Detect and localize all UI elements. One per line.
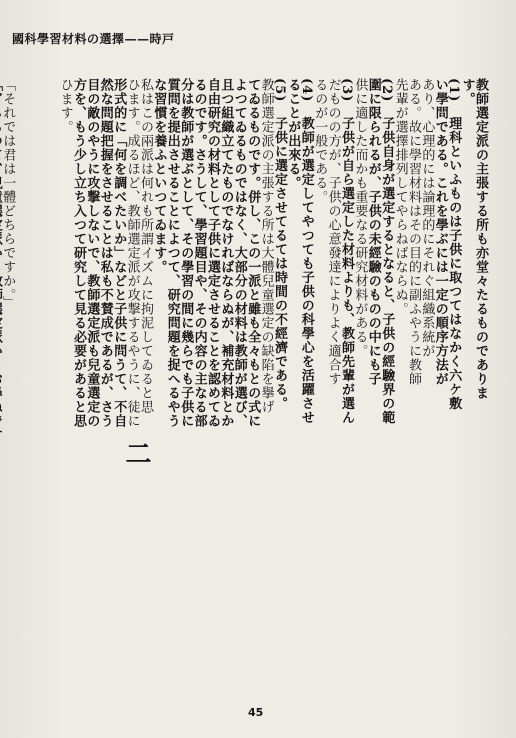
text-column: よつてゐるものではなく、大部分の材料は教師が選び、 (231, 78, 247, 428)
text-column: 分は教師が選ぶとして、その學習の間に幾らでも子供に (178, 78, 194, 428)
text-column: 私はこの兩派は何れも所謂イズムに拘泥してゐると思 (138, 78, 153, 414)
text-column: 目の敵のやうに攻撃しないで、教師選定派も兒童選定の (84, 78, 100, 428)
text-column: ることが出來る。 (285, 78, 301, 190)
text-column: 供に適した而かも重要なる研究材料がある。 (352, 78, 368, 358)
text-column: 自由研究の材料として子供に選定させることを認めてゐ (205, 78, 220, 428)
page-number: 45 (248, 706, 264, 719)
text-column: あり、心理的には論理的にそれぐ組織系統が (419, 78, 435, 358)
section-numeral: 二 (121, 440, 151, 466)
text-column: だものの方が、子供の心意發達によりよく適合す (325, 78, 341, 386)
text-column: 方を、もう少し立ち入つて研究して見る必要があると思 (71, 78, 86, 428)
text-column: 「それでは君は一體どちらですか。」 (0, 78, 16, 310)
text-column (0, 78, 4, 710)
text-column: (4) 教師が選定してやつても子供の科學心を活躍させ (298, 78, 314, 425)
text-column: ひます。成るほど、教師選定派が攻撃するやうに、徒に (124, 78, 140, 428)
text-column: るのです。さうして、學習題目や、その内容の主なる部 (191, 78, 207, 428)
text-column: い學問である。これを學ぶには一定の順序方法が (432, 78, 448, 386)
running-header: 國科學習材料の選擇——時戸 (12, 32, 175, 46)
text-column: (1) 理科といふものは子供に取つてはなかく六ケ敷 (446, 78, 462, 411)
text-column: 形式的に「何を調べたいか」などと子供に問うて、不自 (111, 78, 127, 428)
text-column: ひます。 (57, 78, 73, 134)
text-column: (2) 子供自身が選定するとなると、子供の經驗界の範 (379, 78, 395, 425)
text-column: てゐるものです。併し、この一派と雖も全々もとの式に (245, 78, 261, 428)
text-column: な習慣を養ふといつてゐます。 (151, 78, 167, 274)
text-column: 先輩が選擇排列してやらねばならぬ。 (392, 78, 408, 316)
text-column: (5) 子供に選定させてるては時間の不經濟である。 (272, 78, 287, 411)
text-column: ある。故に學習材料はその目的に副ふやうに教師 (406, 78, 421, 386)
text-column: 教師選定派の主張する所も亦堂々たるものでありま (473, 78, 488, 400)
text-column: 圍に限られるが、子供の未經驗のものの中にも子 (365, 78, 381, 386)
text-column: (3) 子供が自ら選定した材料よりも、教師先輩が選ん (339, 78, 354, 425)
text-column: 質問を提出させることによつて、研究問題を捉へるやう (164, 78, 180, 428)
text-column: 且つ組織立てたものでなければならぬが、補充材料とか (218, 78, 234, 428)
text-column: す。 (459, 78, 475, 106)
text-column: 教師選定派の主張する所は大體兒童選定の缺陷を擧げ (258, 78, 274, 414)
text-column: 然な問題把握をさせることは私も不賛成であるが、さう (97, 78, 113, 428)
text-column: るのが一般である。 (312, 78, 328, 204)
